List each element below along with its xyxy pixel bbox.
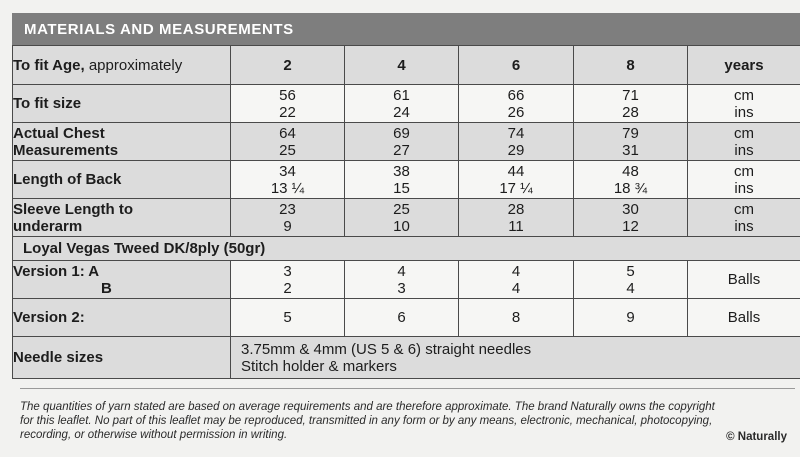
back-cell: 44 17 ¼ [459,161,574,199]
chest-label: Actual Chest Measurements [13,123,231,161]
version1-cell: 3 2 [231,261,345,299]
age-label: To fit Age, approximately [13,46,231,85]
fit-size-label: To fit size [13,85,231,123]
age-4: 4 [345,46,459,85]
version1-cell: 4 3 [345,261,459,299]
notice-line: for this leaflet. No part of this leaflet may be reproduced, transmitted in any form or by any means, electronic, mechanical, photocopying, [20,415,713,427]
version2-cell: 9 [574,299,688,337]
version1-unit: Balls [688,261,800,299]
version2-cell: 6 [345,299,459,337]
table-row-age [13,46,800,85]
yarn-label: Loyal Vegas Tweed DK/8ply (50gr) [13,237,800,261]
chest-cell: 69 27 [345,123,459,161]
version2-unit: Balls [688,299,800,337]
fit-size-cell: 66 26 [459,85,574,123]
version1-cell: 5 4 [574,261,688,299]
table-row-sleeve [13,199,800,237]
notice-line: recording, or otherwise without permission in writing. [20,429,288,441]
table-row-version1 [13,261,800,299]
sleeve-cell: 23 9 [231,199,345,237]
table-row-fit-size [13,85,800,123]
needles-value: 3.75mm & 4mm (US 5 & 6) straight needles Stitch holder & markers [231,337,800,379]
sleeve-cell: 30 12 [574,199,688,237]
table-row-chest [13,123,800,161]
table-row-yarn [13,237,800,261]
chest-unit: cm ins [688,123,800,161]
version1-label: Version 1: A B [13,261,231,299]
measurements-table [12,45,800,379]
fit-size-cell: 71 28 [574,85,688,123]
chest-cell: 79 31 [574,123,688,161]
sleeve-label: Sleeve Length to underarm [13,199,231,237]
age-8: 8 [574,46,688,85]
back-cell: 34 13 ¼ [231,161,345,199]
fit-size-unit: cm ins [688,85,800,123]
version2-cell: 5 [231,299,345,337]
section-title: MATERIALS AND MEASUREMENTS [24,20,294,38]
sleeve-cell: 28 11 [459,199,574,237]
back-label: Length of Back [13,161,231,199]
back-cell: 48 18 ¾ [574,161,688,199]
notice-line: The quantities of yarn stated are based on average requirements and are therefore approximate. The brand Naturally owns the copyright [20,401,715,413]
copyright-notice [20,388,795,442]
sleeve-unit: cm ins [688,199,800,237]
version2-cell: 8 [459,299,574,337]
fit-size-cell: 61 24 [345,85,459,123]
age-unit: years [688,46,800,85]
fit-size-cell: 56 22 [231,85,345,123]
needles-label: Needle sizes [13,337,231,379]
chest-cell: 74 29 [459,123,574,161]
version2-label: Version 2: [13,299,231,337]
section-header [12,13,800,45]
back-unit: cm ins [688,161,800,199]
version1-cell: 4 4 [459,261,574,299]
age-6: 6 [459,46,574,85]
brand-copyright: © Naturally [726,431,787,443]
chest-cell: 64 25 [231,123,345,161]
table-row-back [13,161,800,199]
table-row-version2 [13,299,800,337]
back-cell: 38 15 [345,161,459,199]
table-row-needles [13,337,800,379]
sleeve-cell: 25 10 [345,199,459,237]
age-2: 2 [231,46,345,85]
